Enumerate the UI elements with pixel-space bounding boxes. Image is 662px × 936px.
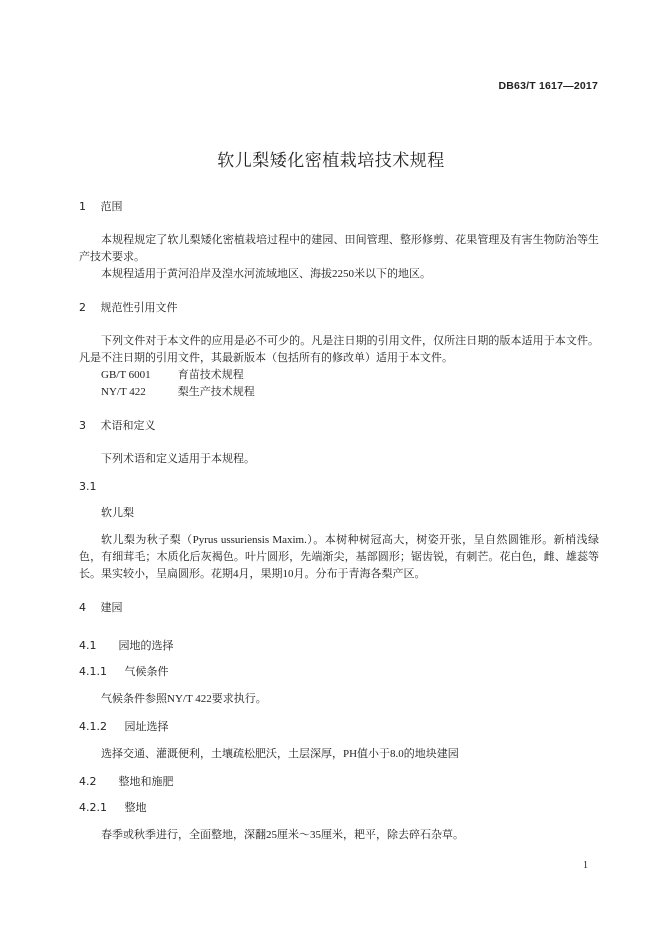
subsection-4-1-2-text: 选择交通、灌溉便利，土壤疏松肥沃，土层深厚，PH值小于8.0的地块建园 bbox=[101, 748, 459, 760]
section-number: 4.1.2 bbox=[79, 720, 107, 733]
section-title: 园址选择 bbox=[124, 720, 169, 733]
subsection-4-2-1-heading bbox=[79, 801, 599, 815]
page-number: 1 bbox=[583, 860, 588, 871]
text-line: 等生产技术要求。 bbox=[79, 234, 600, 263]
section-number: 2 bbox=[79, 301, 86, 314]
section-title: 范围 bbox=[100, 200, 123, 213]
section-title: 术语和定义 bbox=[100, 419, 156, 432]
text-line: 雌、雄蕊等长。果实较小，呈扁圆形。花期4月，果期10月。分布于青海各梨产区。 bbox=[79, 551, 600, 580]
term-definition bbox=[79, 532, 599, 583]
section-1-paragraph-1 bbox=[79, 232, 599, 266]
subsection-4-1-1-text: 气候条件参照NY/T 422要求执行。 bbox=[101, 693, 267, 705]
text-line: 梢浅绿色，有细茸毛；木质化后灰褐色。叶片圆形，先端渐尖，基部圆形；锯齿锐，有刺芒。花白色， bbox=[79, 534, 600, 563]
section-number: 4.2.1 bbox=[79, 801, 107, 814]
text-line: 件。凡是不注日期的引用文件，其最新版本（包括所有的修改单）适用于本文件。 bbox=[79, 335, 600, 364]
document-body bbox=[79, 200, 599, 844]
document-title: 软儿梨矮化密植栽培技术规程 bbox=[217, 151, 445, 171]
section-number: 3.1 bbox=[79, 480, 97, 493]
reference-item bbox=[79, 384, 599, 401]
section-number: 4 bbox=[79, 601, 86, 614]
section-1-heading bbox=[79, 200, 599, 214]
section-title: 规范性引用文件 bbox=[100, 301, 178, 314]
section-4-heading bbox=[79, 601, 599, 615]
section-2-paragraph-1 bbox=[79, 333, 599, 367]
section-3-heading bbox=[79, 419, 599, 433]
reference-item bbox=[79, 367, 599, 384]
section-number: 4.1.1 bbox=[79, 665, 107, 678]
subsection-4-2-heading bbox=[79, 775, 599, 789]
reference-name: 育苗技术规程 bbox=[177, 369, 244, 381]
section-number: 1 bbox=[79, 200, 86, 213]
section-title: 整地和施肥 bbox=[118, 775, 174, 788]
section-2-heading bbox=[79, 301, 599, 315]
section-1-paragraph-2: 本规程适用于黄河沿岸及湟水河流域地区、海拔2250米以下的地区。 bbox=[101, 268, 431, 280]
section-title: 气候条件 bbox=[124, 665, 169, 678]
reference-code: GB/T 6001 bbox=[101, 369, 151, 381]
section-title: 园地的选择 bbox=[118, 639, 174, 652]
section-title: 建园 bbox=[100, 601, 123, 614]
section-number: 3 bbox=[79, 419, 86, 432]
text-line: 软儿梨为秋子梨（Pyrus ussuriensis Maxim.）。本树种树冠高大，树姿开张，呈自然圆锥形。新 bbox=[101, 534, 566, 546]
subsection-4-2-1-text: 春季或秋季进行，全面整地，深翻25厘米～35厘米，耙平，除去碎石杂草。 bbox=[101, 829, 464, 841]
term-name: 软儿梨 bbox=[101, 506, 134, 519]
section-number: 4.1 bbox=[79, 639, 97, 652]
section-title: 整地 bbox=[124, 801, 147, 814]
section-3-paragraph-1: 下列术语和定义适用于本规程。 bbox=[101, 453, 255, 465]
subsection-3-1-number bbox=[79, 480, 599, 494]
text-line: 本规程规定了软儿梨矮化密植栽培过程中的建园、田间管理、整形修剪、花果管理及有害生物防治 bbox=[101, 234, 577, 246]
subsection-4-1-2-heading bbox=[79, 720, 599, 734]
text-line: 下列文件对于本文件的应用是必不可少的。凡是注日期的引用文件，仅所注日期的版本适用于本文 bbox=[101, 335, 577, 347]
document-code: DB63/T 1617—2017 bbox=[498, 80, 598, 92]
reference-name: 梨生产技术规程 bbox=[177, 386, 255, 398]
reference-code: NY/T 422 bbox=[101, 386, 146, 398]
subsection-4-1-heading bbox=[79, 639, 599, 653]
subsection-4-1-1-heading bbox=[79, 665, 599, 679]
section-number: 4.2 bbox=[79, 775, 97, 788]
